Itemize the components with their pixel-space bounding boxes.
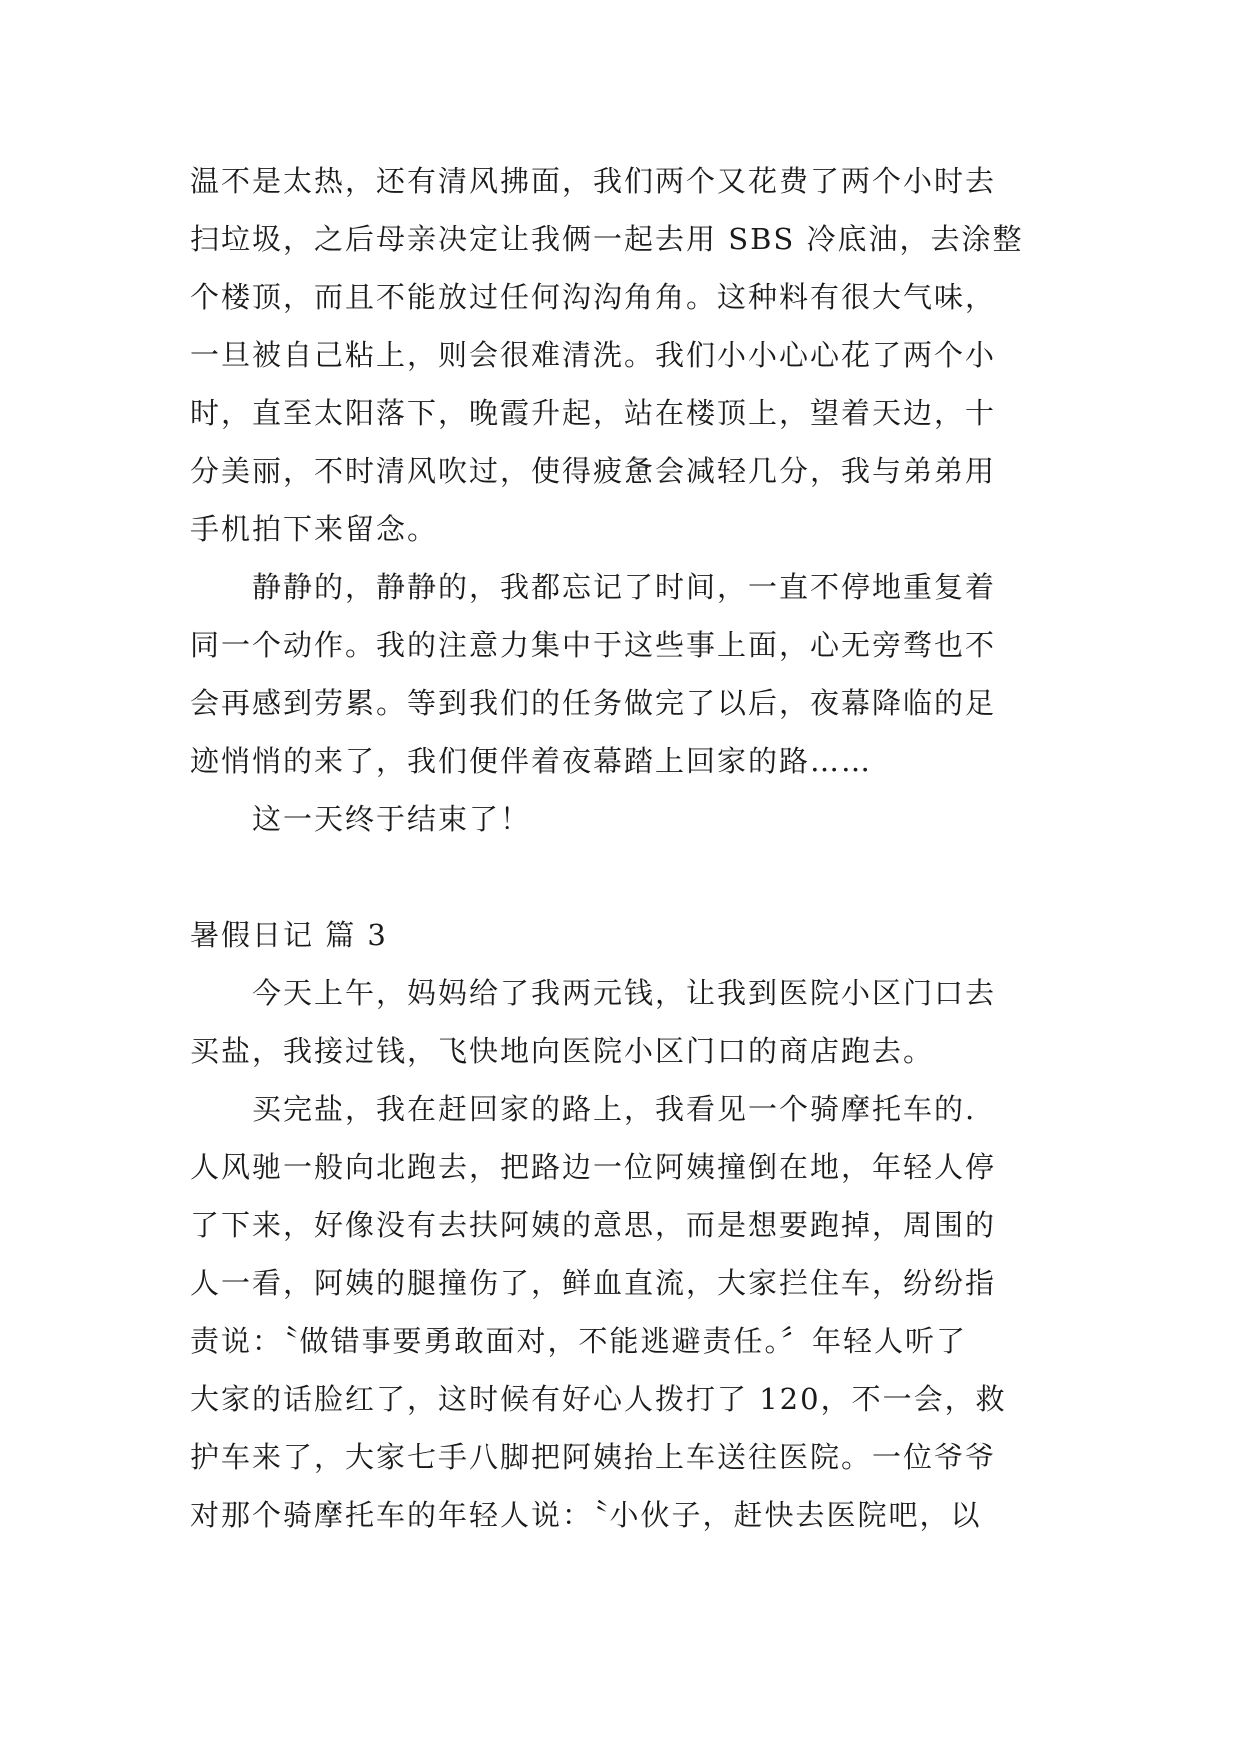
text-line: 会再感到劳累。等到我们的任务做完了以后，夜幕降临的足 [190, 686, 997, 720]
text-line: 温不是太热，还有清风拂面，我们两个又花费了两个小时去 [190, 164, 997, 198]
text-line: 买完盐，我在赶回家的路上，我看见一个骑摩托车的. [252, 1092, 977, 1126]
text-line: 责说：〝做错事要勇敢面对，不能逃避责任。〞年轻人听了 [190, 1324, 968, 1358]
text-line: 分美丽，不时清风吹过，使得疲惫会减轻几分，我与弟弟用 [190, 454, 997, 488]
document-page [190, 152, 1060, 1544]
text-line: 大家的话脸红了，这时候有好心人拨打了 120，不一会，救 [190, 1382, 1007, 1416]
text-line: 扫垃圾，之后母亲决定让我俩一起去用 SBS 冷底油，去涂整 [190, 222, 1024, 256]
paragraph-2 [190, 558, 1060, 790]
text-line: 迹悄悄的来了，我们便伴着夜幕踏上回家的路…… [190, 744, 873, 778]
text-line: 人风驰一般向北跑去，把路边一位阿姨撞倒在地，年轻人停 [190, 1150, 997, 1184]
paragraph-3 [190, 790, 1060, 848]
text-line: 买盐，我接过钱，飞快地向医院小区门口的商店跑去。 [190, 1034, 935, 1068]
paragraph-1 [190, 152, 1060, 558]
text-line: 一旦被自己粘上，则会很难清洗。我们小小心心花了两个小 [190, 338, 997, 372]
paragraph-4 [190, 964, 1060, 1080]
paragraph-gap [190, 848, 1060, 906]
text-line: 了下来，好像没有去扶阿姨的意思，而是想要跑掉，周围的 [190, 1208, 997, 1242]
text-line: 这一天终于结束了！ [252, 802, 532, 836]
text-line: 时，直至太阳落下，晚霞升起，站在楼顶上，望着天边，十 [190, 396, 997, 430]
text-line: 个楼顶，而且不能放过任何沟沟角角。这种料有很大气味， [190, 280, 997, 314]
text-line: 静静的，静静的，我都忘记了时间，一直不停地重复着 [252, 570, 997, 604]
text-line: 护车来了，大家七手八脚把阿姨抬上车送往医院。一位爷爷 [190, 1440, 997, 1474]
text-line: 同一个动作。我的注意力集中于这些事上面，心无旁骛也不 [190, 628, 997, 662]
section-title: 暑假日记 篇 3 [190, 918, 388, 952]
paragraph-5 [190, 1080, 1060, 1544]
text-line: 对那个骑摩托车的年轻人说：〝小伙子，赶快去医院吧，以 [190, 1498, 982, 1532]
text-line: 手机拍下来留念。 [190, 512, 439, 546]
text-line: 今天上午，妈妈给了我两元钱，让我到医院小区门口去 [252, 976, 997, 1010]
text-line: 人一看，阿姨的腿撞伤了，鲜血直流，大家拦住车，纷纷指 [190, 1266, 997, 1300]
